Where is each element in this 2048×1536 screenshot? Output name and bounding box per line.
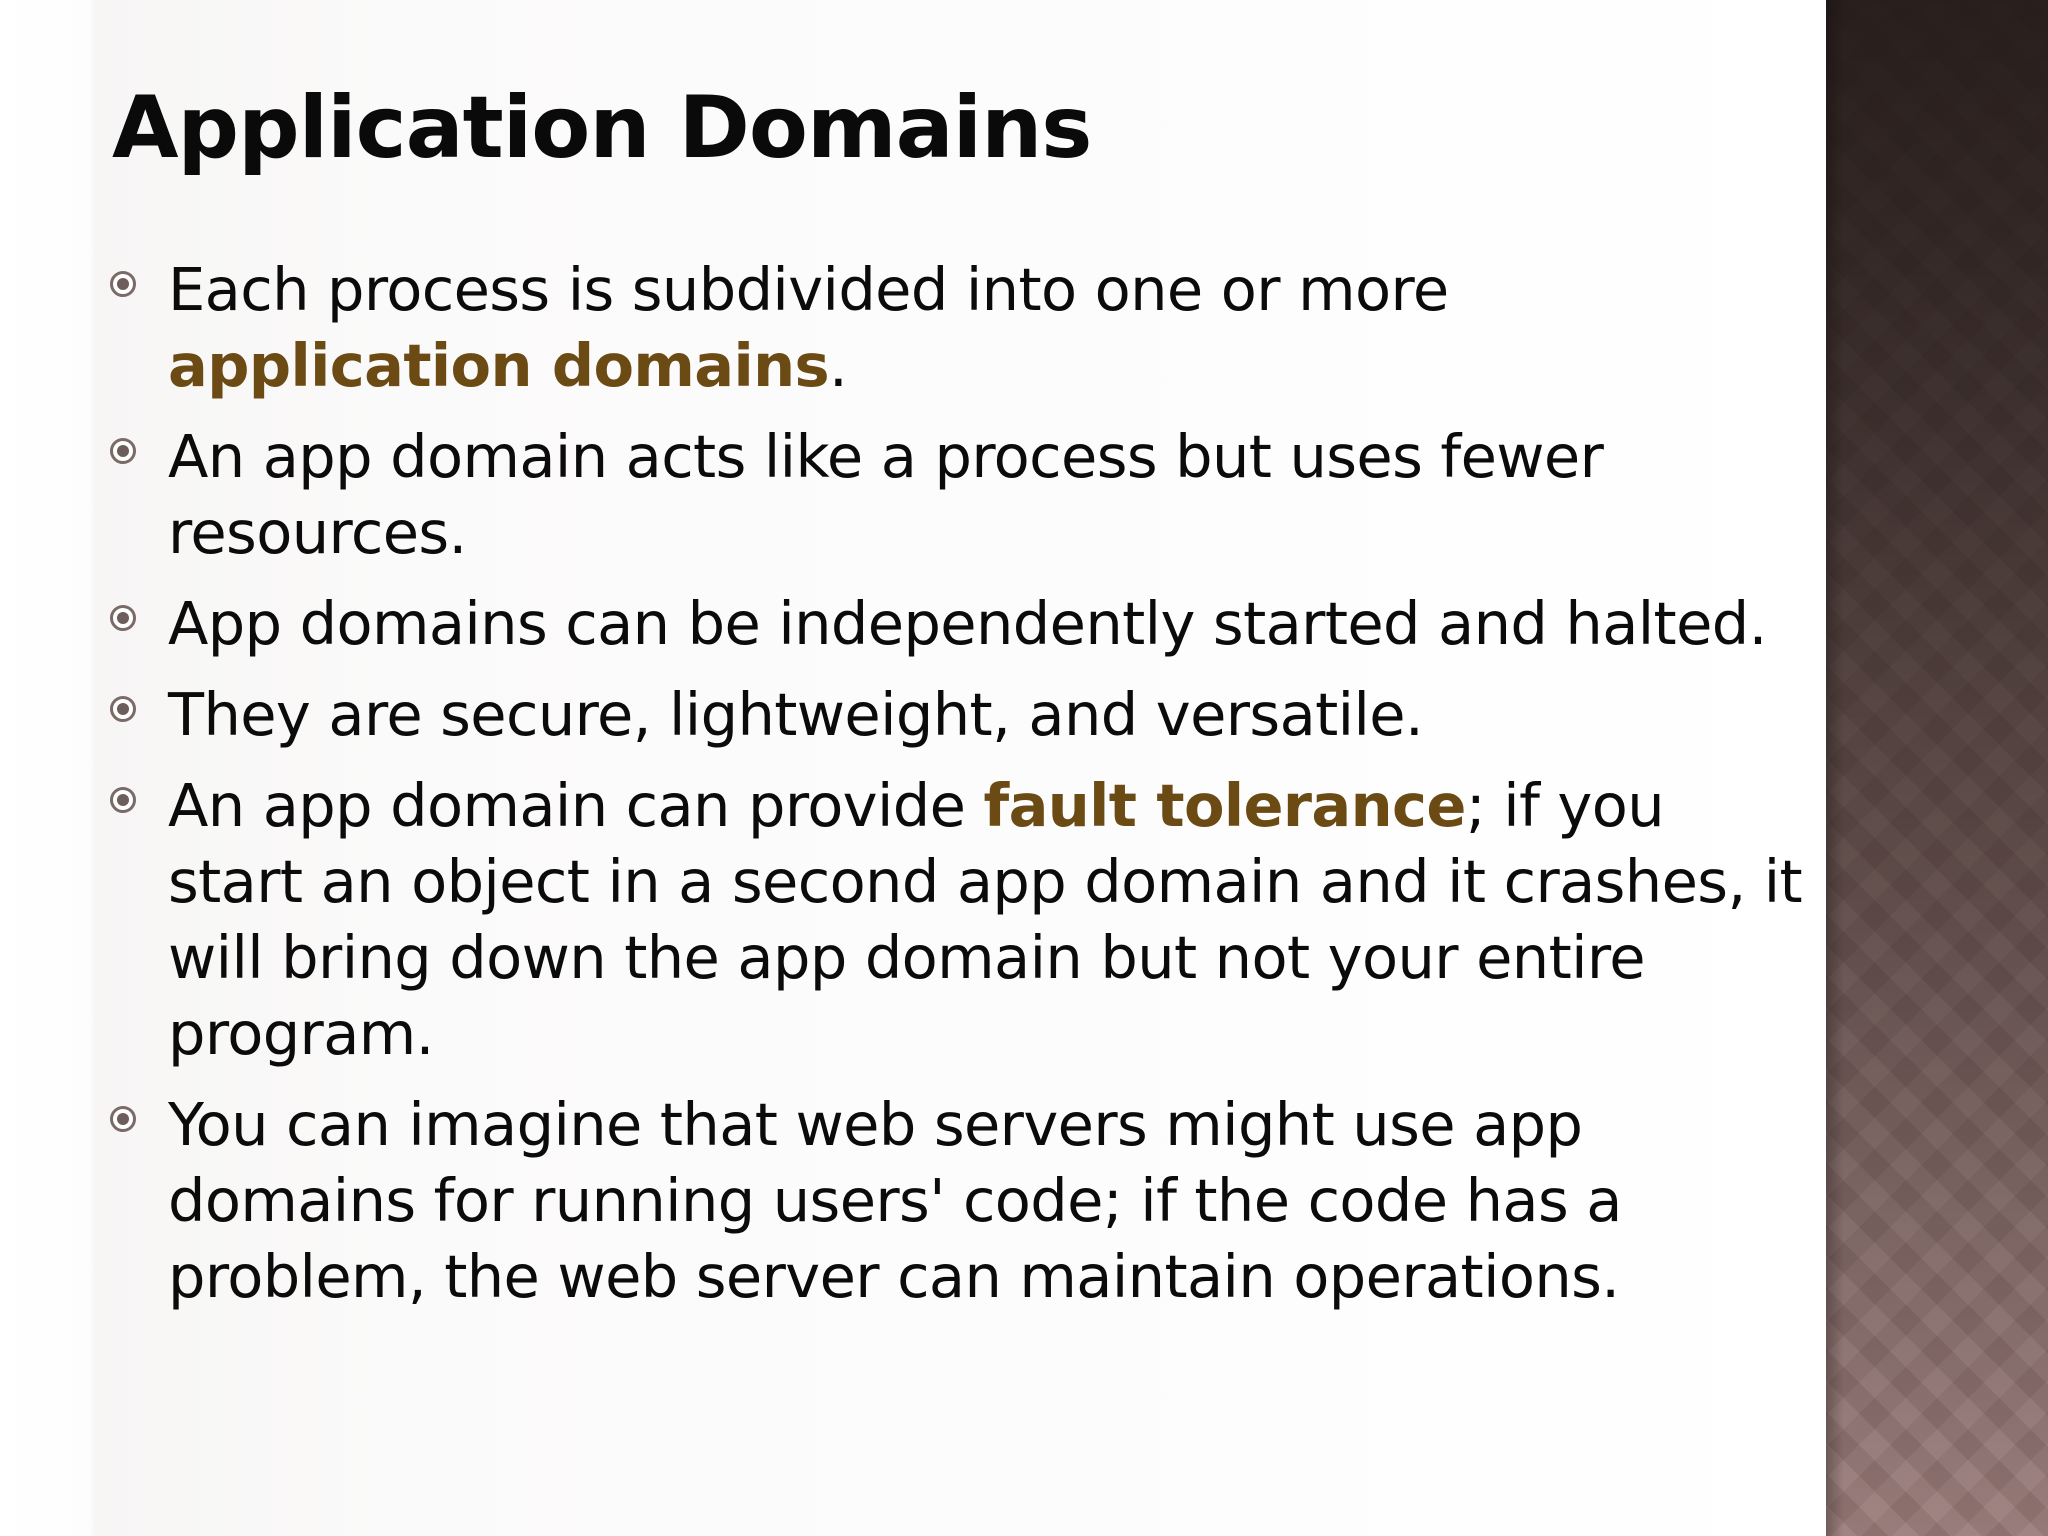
bullet-circle-icon bbox=[110, 438, 136, 464]
bullet-item-3 bbox=[104, 586, 1804, 662]
bullet-3-text: App domains can be independently started and halted. bbox=[168, 589, 1767, 658]
decorative-side-panel bbox=[1826, 0, 2048, 1536]
slide-title: Application Domains bbox=[112, 78, 1092, 178]
bullet-circle-icon bbox=[110, 605, 136, 631]
bullet-list bbox=[104, 252, 1804, 1330]
bullet-2-text: An app domain acts like a process but uses fewer resources. bbox=[168, 422, 1604, 567]
bullet-5-prefix: An app domain can provide bbox=[168, 771, 984, 840]
highlight-application-domains: application domains bbox=[168, 331, 830, 400]
bullet-item-4 bbox=[104, 677, 1804, 753]
bullet-4-text: They are secure, lightweight, and versatile. bbox=[168, 680, 1424, 749]
highlight-fault-tolerance: fault tolerance bbox=[983, 771, 1466, 840]
bullet-circle-icon bbox=[110, 1106, 136, 1132]
bullet-item-6 bbox=[104, 1087, 1804, 1315]
bullet-circle-icon bbox=[110, 696, 136, 722]
bullet-item-2 bbox=[104, 419, 1804, 571]
bullet-circle-icon bbox=[110, 787, 136, 813]
bullet-5-suffix: ; if you start an object in a second app domain and it crashes, it will bring down the app domain but not your entire program. bbox=[168, 771, 1803, 1068]
bullet-circle-icon bbox=[110, 271, 136, 297]
bullet-1-suffix: . bbox=[829, 331, 848, 400]
bullet-1-text: Each process is subdivided into one or more bbox=[168, 255, 1449, 324]
bullet-6-text: You can imagine that web servers might use app domains for running users' code; if the code has a problem, the web server can maintain operations. bbox=[168, 1090, 1622, 1311]
bullet-item-5 bbox=[104, 768, 1804, 1072]
bullet-item-1 bbox=[104, 252, 1804, 404]
